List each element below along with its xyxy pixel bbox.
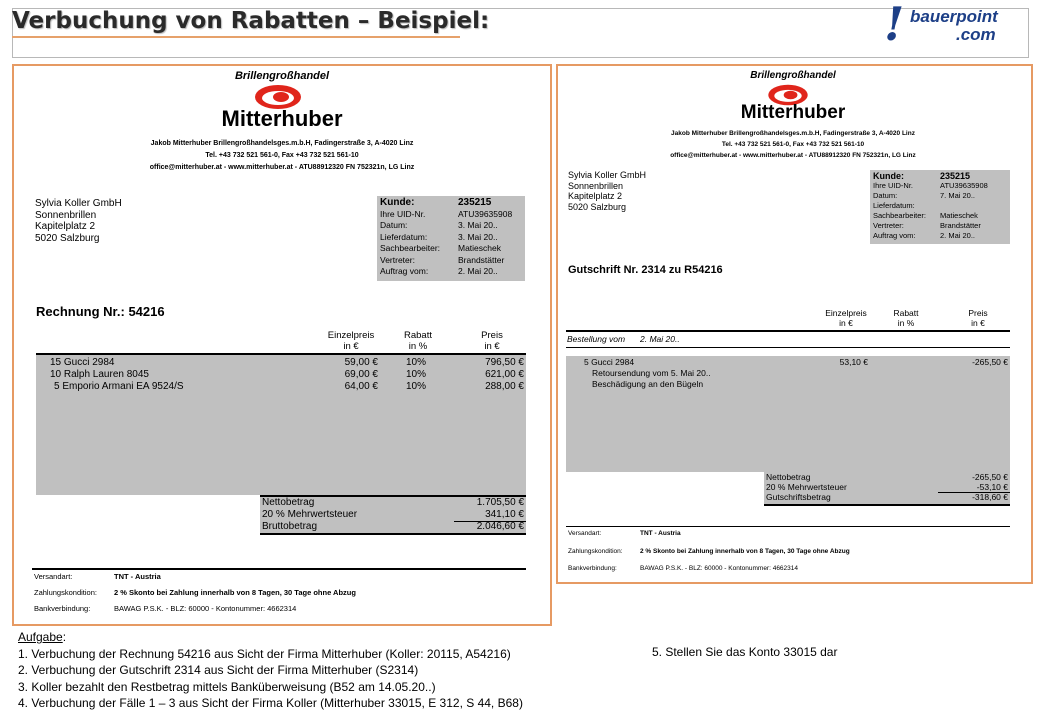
footer-rule — [566, 526, 1010, 527]
total-label: Nettobetrag — [766, 472, 811, 482]
totals-bottom-rule — [260, 533, 526, 535]
company-name: Mitterhuber — [221, 106, 343, 131]
credit-item-desc: 5 Gucci 2984 — [584, 357, 635, 367]
credit-note-line: Beschädigung an den Bügeln — [592, 379, 704, 389]
invoice-item-unit: 64,00 € — [344, 381, 378, 392]
task-item-5: 5. Stellen Sie das Konto 33015 dar — [652, 645, 838, 659]
invoice-document — [12, 64, 552, 626]
task-item: 4. Verbuchung der Fälle 1 – 3 aus Sicht der Firma Koller (Mitterhuber 33015, E 312, S 44, B68) — [18, 696, 523, 710]
company-name: Mitterhuber — [740, 102, 846, 123]
invoice-item-price: 621,00 € — [485, 369, 524, 380]
credit-item-unit: 53,10 € — [839, 357, 868, 367]
title-underline — [12, 36, 460, 38]
invoice-item-desc: 10 Ralph Lauren 8045 — [50, 369, 149, 380]
footer-bank: Bankverbindung: BAWAG P.S.K. - BLZ: 60000 - Kontonummer: 4662314 — [34, 604, 297, 613]
task-item: 2. Verbuchung der Gutschrift 2314 aus Sicht der Firma Mitterhuber (S2314) — [18, 663, 419, 677]
exclamation-logo-icon: ! — [884, 0, 905, 51]
company-address: Jakob Mitterhuber Brillengroßhandelsges.m.b.H, Fadingerstraße 3, A-4020 Linz Tel. +43 732 521 561-0, Fax +43 732 521 561-10 office@mitterhuber.at - www.mitterhuber.at - ATU88912320 FN 752321n, LG Linz — [149, 140, 415, 171]
total-label: Nettobetrag — [262, 497, 315, 508]
table-rule — [566, 330, 1010, 332]
col-discount: Rabatt in % — [893, 308, 919, 328]
invoice-item-discount: 10% — [405, 357, 426, 368]
task-item: 3. Koller bezahlt den Restbetrag mittels Banküberweisung (B52 am 14.05.20..) — [18, 679, 436, 694]
customer-address: Sylvia Koller GmbH Sonnenbrillen Kapitelplatz 2 5020 Salzburg — [35, 198, 122, 244]
total-value: -53,10 € — [976, 482, 1008, 492]
total-label: Bruttobetrag — [262, 521, 318, 532]
total-label: 20 % Mehrwertsteuer — [766, 482, 847, 492]
footer-bank: Bankverbindung: BAWAG P.S.K. - BLZ: 60000 - Kontonummer: 4662314 — [568, 565, 799, 572]
order-label: Bestellung vom — [567, 334, 626, 344]
footer-shipping: Versandart: TNT - Austria — [568, 530, 681, 537]
col-unit-price: Einzelpreis in € — [327, 330, 375, 352]
col-price: Preis in € — [481, 330, 503, 352]
footer-payment: Zahlungskondition: 2 % Skonto bei Zahlung innerhalb von 8 Tagen, 30 Tage ohne Abzug — [568, 548, 850, 555]
total-value: 2.046,60 € — [476, 521, 524, 532]
order-date: 2. Mai 20.. — [640, 334, 680, 344]
company-tagline: Brillengroßhandel — [234, 70, 330, 82]
task-heading: Aufgabe — [18, 630, 63, 644]
order-rule — [566, 347, 1010, 348]
footer-shipping: Versandart: TNT - Austria — [34, 572, 161, 581]
col-discount: Rabatt in % — [404, 330, 432, 352]
credit-note-document — [556, 64, 1033, 584]
logo-word: bauerpoint — [910, 7, 998, 26]
invoice-item-discount: 10% — [405, 369, 426, 380]
total-value: -318,60 € — [972, 492, 1008, 502]
invoice-title: Rechnung Nr.: 54216 — [36, 304, 165, 319]
totals-bottom-rule — [764, 504, 1010, 506]
logo-domain: .com — [956, 25, 996, 44]
slide-title: Verbuchung von Rabatten – Beispiel: — [12, 8, 490, 34]
credit-info-box: Kunde: 235215 Ihre UID-Nr. ATU39635908 Datum: 7. Mai 20.. Lieferdatum: Sachbearbeiter: Matieschek Vertreter: Brandstätter Auftrag vom: 2. Mai 20.. — [870, 170, 1010, 244]
invoice-item-unit: 69,00 € — [344, 369, 378, 380]
credit-title: Gutschrift Nr. 2314 zu R54216 — [568, 264, 723, 276]
task-heading-colon: : — [62, 630, 67, 644]
invoice-item-unit: 59,00 € — [344, 357, 378, 368]
task-item: 1. Verbuchung der Rechnung 54216 aus Sicht der Firma Mitterhuber (Koller: 20115, A54216) — [18, 646, 511, 661]
footer-rule — [32, 568, 526, 570]
invoice-item-price: 796,50 € — [485, 357, 524, 368]
credit-item-price: -265,50 € — [972, 357, 1008, 367]
col-price: Preis in € — [968, 308, 988, 328]
total-label: Gutschriftsbetrag — [766, 492, 831, 502]
company-address: Jakob Mitterhuber Brillengroßhandelsges.m.b.H, Fadingerstraße 3, A-4020 Linz Tel. +43 732 521 561-0, Fax +43 732 521 561-10 office@mitterhuber.at - www.mitterhuber.at - ATU88912320 FN 752321n, LG Linz — [670, 130, 916, 159]
footer-payment: Zahlungskondition: 2 % Skonto bei Zahlung innerhalb von 8 Tagen, 30 Tage ohne Abzug — [34, 588, 356, 597]
invoice-item-price: 288,00 € — [485, 381, 524, 392]
invoice-item-desc: 5 Emporio Armani EA 9524/S — [54, 381, 184, 392]
total-label: 20 % Mehrwertsteuer — [262, 509, 358, 520]
invoice-item-desc: 15 Gucci 2984 — [50, 357, 115, 368]
invoice-item-discount: 10% — [405, 381, 426, 392]
credit-note-line: Retoursendung vom 5. Mai 20.. — [592, 368, 711, 378]
customer-address: Sylvia Koller GmbH Sonnenbrillen Kapitelplatz 2 5020 Salzburg — [568, 170, 647, 212]
bauerpoint-logo — [880, 0, 1016, 51]
col-unit-price: Einzelpreis in € — [825, 308, 867, 328]
invoice-info-box: Kunde: 235215 Ihre UID-Nr. ATU39635908 Datum: 3. Mai 20.. Lieferdatum: 3. Mai 20.. Sachbearbeiter: Matieschek Vertreter: Brandstätter Auftrag vom: 2. Mai 20.. — [377, 196, 525, 281]
task-list — [18, 629, 523, 712]
company-tagline: Brillengroßhandel — [750, 70, 836, 81]
total-value: -265,50 € — [972, 472, 1008, 482]
total-value: 341,10 € — [485, 509, 524, 520]
total-value: 1.705,50 € — [476, 497, 524, 508]
